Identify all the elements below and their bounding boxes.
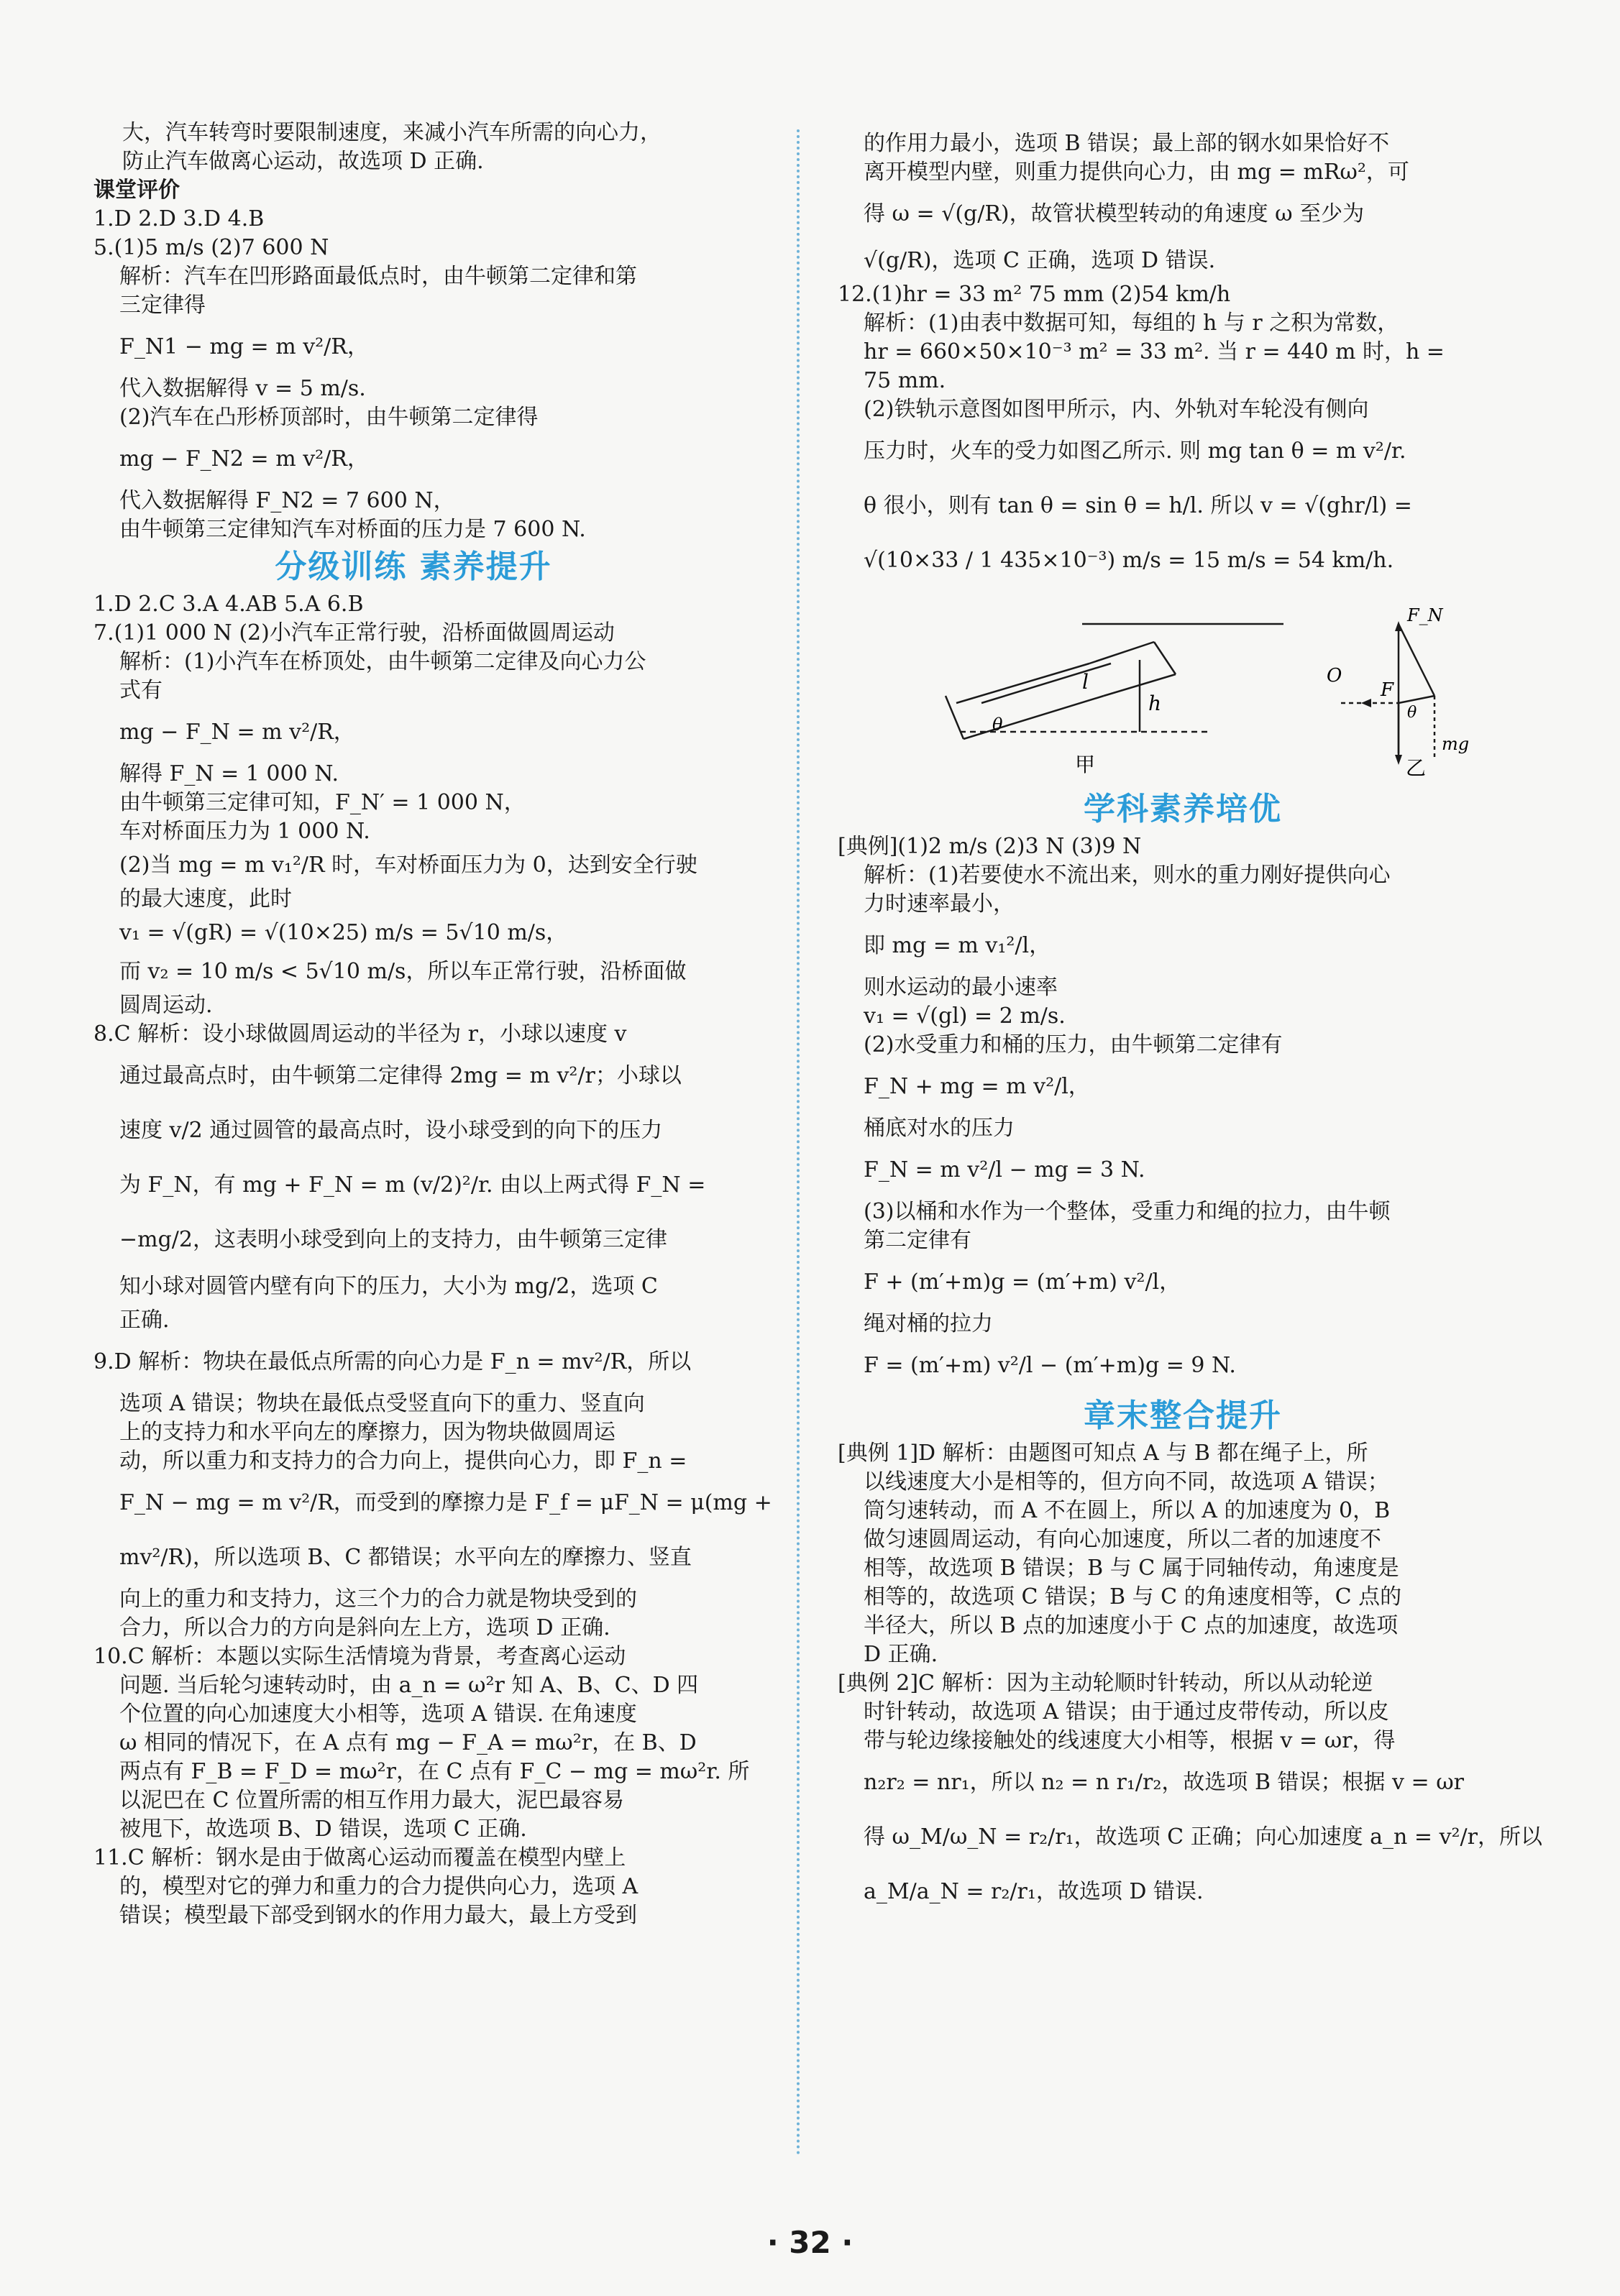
formula-line: θ 很小，则有 tan θ = sin θ = h/l. 所以 v = √(ghr/l) =: [864, 493, 1412, 518]
text-line: −mg/2，这表明小球受到向上的支持力，由牛顿第三定律: [119, 1227, 667, 1252]
text-line: 圆周运动.: [119, 993, 213, 1018]
text-line: 解析：汽车在凹形路面最低点时，由牛顿第二定律和第: [119, 264, 637, 289]
text-line: 解析：(1)若要使水不流出来，则水的重力刚好提供向心: [864, 863, 1391, 888]
text-line: 75 mm.: [864, 368, 946, 393]
formula-line: √(10×33 / 1 435×10⁻³) m/s = 15 m/s = 54 km/h.: [864, 548, 1394, 573]
text-line: 桶底对水的压力: [864, 1116, 1015, 1141]
formula-line: F_N + mg = m v²/l，: [864, 1074, 1090, 1099]
subsection-heading: 课堂评价: [93, 178, 180, 203]
section-title: 分级训练 素养提升: [275, 548, 552, 585]
formula-line: v₁ = √(gR) = √(10×25) m/s = 5√10 m/s，: [119, 920, 568, 945]
text-line: 的作用力最小，选项 B 错误；最上部的钢水如果恰好不: [864, 131, 1390, 156]
text-line: F_N − mg = m v²/R，而受到的摩擦力是 F_f = μF_N = μ(mg +: [119, 1490, 772, 1515]
text-line: 而 v₂ = 10 m/s < 5√10 m/s，所以车正常行驶，沿桥面做: [119, 959, 687, 984]
text-line: 向上的重力和支持力，这三个力的合力就是物块受到的: [119, 1586, 637, 1612]
text-line: 相等的，故选项 C 错误；B 与 C 的角速度相等，C 点的: [864, 1584, 1402, 1610]
answer-line: 5.(1)5 m/s (2)7 600 N: [93, 235, 329, 260]
label-h: h: [1148, 692, 1162, 715]
text-line: 解析：(1)小汽车在桥顶处，由牛顿第二定律及向心力公: [119, 649, 646, 674]
formula-line: mg − F_N = m v²/R，: [119, 720, 355, 745]
answer-line: 10.C 解析：本题以实际生活情境为背景，考查离心运动: [93, 1644, 626, 1669]
answer-line: [典例 2]C 解析：因为主动轮顺时针转动，所以从动轮逆: [838, 1671, 1373, 1696]
formula-line: 得 ω = √(g/R)，故管状模型转动的角速度 ω 至少为: [864, 201, 1365, 226]
answer-line: 9.D 解析：物块在最低点所需的向心力是 F_n = mv²/R，所以: [93, 1349, 692, 1374]
text-line: 正确.: [119, 1308, 170, 1333]
text-line: 的最大速度，此时: [119, 886, 292, 911]
formula-line: 即 mg = m v₁²/l，: [864, 933, 1051, 958]
text-line: D 正确.: [864, 1642, 938, 1667]
text-line: 式有: [119, 678, 163, 703]
label-mg: mg: [1442, 734, 1470, 754]
section-title: 学科素养培优: [1084, 791, 1282, 827]
answer-line: [典例 1]D 解析：由题图可知点 A 与 B 都在绳子上，所: [838, 1441, 1368, 1466]
column-divider: [797, 129, 800, 2157]
section-title: 章末整合提升: [1084, 1397, 1282, 1434]
text-line: 合力，所以合力的方向是斜向左上方，选项 D 正确.: [119, 1615, 610, 1640]
text-line: 动，所以重力和支持力的合力向上，提供向心力，即 F_n =: [119, 1448, 687, 1474]
text-line: (2)汽车在凸形桥顶部时，由牛顿第二定律得: [119, 405, 539, 430]
formula-line: mg − F_N2 = m v²/R，: [119, 446, 369, 472]
text-line: 两点有 F_B = F_D = mω²r，在 C 点有 F_C − mg = mω²r. 所: [119, 1759, 750, 1784]
answer-line: 8.C 解析：设小球做圆周运动的半径为 r，小球以速度 v: [93, 1021, 627, 1047]
text-line: 解得 F_N = 1 000 N.: [119, 761, 339, 786]
text-line: 车对桥面压力为 1 000 N.: [119, 819, 370, 844]
formula-line: a_M/a_N = r₂/r₁，故选项 D 错误.: [864, 1879, 1204, 1904]
text-line: 速度 v/2 通过圆管的最高点时，设小球受到的向下的压力: [119, 1118, 663, 1143]
label-jia: 甲: [1075, 753, 1096, 776]
formula-line: (2)当 mg = m v₁²/R 时，车对桥面压力为 0，达到安全行驶: [119, 853, 697, 878]
text-line: hr = 660×50×10⁻³ m² = 33 m². 当 r = 440 m 时，h =: [864, 339, 1445, 364]
formula-line: n₂r₂ = nr₁，所以 n₂ = n r₁/r₂，故选项 B 错误；根据 v = ωr: [864, 1770, 1465, 1795]
answer-line: 1.D 2.C 3.A 4.AB 5.A 6.B: [93, 592, 364, 617]
text-line: 知小球对圆管内壁有向下的压力，大小为 mg/2，选项 C: [119, 1274, 658, 1299]
formula-line: v₁ = √(gl) = 2 m/s.: [864, 1004, 1066, 1029]
text-line: mv²/R)，所以选项 B、C 都错误；水平向左的摩擦力、竖直: [119, 1545, 692, 1570]
label-theta: θ: [992, 715, 1003, 735]
text-line: 通过最高点时，由牛顿第二定律得 2mg = m v²/r；小球以: [119, 1063, 682, 1088]
text-line: 做匀速圆周运动，有向心加速度，所以二者的加速度不: [864, 1527, 1381, 1552]
text-line: (2)铁轨示意图如图甲所示，内、外轨对车轮没有侧向: [864, 397, 1369, 422]
formula-line: 压力时，火车的受力如图乙所示. 则 mg tan θ = m v²/r.: [864, 438, 1406, 464]
text-line: 以泥巴在 C 位置所需的相互作用力最大，泥巴最容易: [119, 1788, 625, 1813]
text-line: 则水运动的最小速率: [864, 975, 1058, 1000]
text-line: 绳对桶的拉力: [864, 1311, 993, 1336]
text-line: 由牛顿第三定律可知，F_N′ = 1 000 N，: [119, 790, 526, 815]
text-line: 力时速率最小，: [864, 891, 1015, 917]
text-line: ω 相同的情况下，在 A 点有 mg − F_A = mω²r，在 B、D: [119, 1730, 697, 1755]
answer-line: 12.(1)hr = 33 m² 75 mm (2)54 km/h: [838, 282, 1231, 307]
label-f: F: [1381, 679, 1394, 701]
text-line: (2)水受重力和桶的压力，由牛顿第二定律有: [864, 1032, 1283, 1057]
text-line: 为 F_N，有 mg + F_N = m (v/2)²/r. 由以上两式得 F_N =: [119, 1172, 706, 1198]
text-line: 第二定律有: [864, 1228, 971, 1253]
label-theta-2: θ: [1407, 704, 1417, 722]
text-line: 代入数据解得 v = 5 m/s.: [119, 376, 366, 401]
text-line: 代入数据解得 F_N2 = 7 600 N，: [119, 488, 455, 513]
label-l: l: [1082, 670, 1089, 694]
text-line: 以线速度大小是相等的，但方向不同，故选项 A 错误；: [864, 1469, 1389, 1494]
text-line: 防止汽车做离心运动，故选项 D 正确.: [122, 149, 484, 174]
text-line: 筒匀速转动，而 A 不在圆上，所以 A 的加速度为 0，B: [864, 1498, 1391, 1523]
text-line: 个位置的向心加速度大小相等，选项 A 错误. 在角速度: [119, 1702, 637, 1727]
label-fn: F_N: [1407, 605, 1443, 625]
text-line: 被甩下，故选项 B、D 错误，选项 C 正确.: [119, 1817, 527, 1842]
label-o: O: [1327, 665, 1342, 686]
text-line: (3)以桶和水作为一个整体，受重力和绳的拉力，由牛顿: [864, 1199, 1391, 1224]
text-line: 时针转动，故选项 A 错误；由于通过皮带传动，所以皮: [864, 1699, 1389, 1725]
right-column: [838, 129, 1542, 1919]
formula-line: √(g/R)，选项 C 正确，选项 D 错误.: [864, 248, 1216, 273]
text-line: 问题. 当后轮匀速转动时，由 a_n = ω²r 知 A、B、C、D 四: [119, 1673, 699, 1698]
text-line: 选项 A 错误；物块在最低点受竖直向下的重力、竖直向: [119, 1391, 645, 1416]
answer-line: 1.D 2.D 3.D 4.B: [93, 206, 265, 231]
formula-line: F_N = m v²/l − mg = 3 N.: [864, 1157, 1145, 1183]
text-line: 上的支持力和水平向左的摩擦力，因为物块做圆周运: [119, 1420, 615, 1445]
text-line: 三定律得: [119, 293, 206, 318]
formula-line: 得 ω_M/ω_N = r₂/r₁，故选项 C 正确；向心加速度 a_n = v²/r，所以: [864, 1824, 1542, 1850]
text-line: 离开模型内壁，则重力提供向心力，由 mg = mRω²，可: [864, 160, 1409, 185]
rail-diagram: [838, 595, 1528, 782]
text-line: 半径大，所以 B 点的加速度小于 C 点的加速度，故选项: [864, 1613, 1399, 1638]
text-line: 由牛顿第三定律知汽车对桥面的压力是 7 600 N.: [119, 517, 586, 542]
text-line: 大，汽车转弯时要限制速度，来减小汽车所需的向心力，: [122, 120, 662, 145]
rail-figure: [838, 595, 1528, 782]
text-line: 错误；模型最下部受到钢水的作用力最大，最上方受到: [119, 1903, 637, 1928]
formula-line: F = (m′+m) v²/l − (m′+m)g = 9 N.: [864, 1353, 1236, 1378]
text-line: 带与轮边缘接触处的线速度大小相等，根据 v = ωr，得: [864, 1728, 1396, 1753]
answer-line: [典例](1)2 m/s (2)3 N (3)9 N: [838, 834, 1142, 859]
text-line: 相等，故选项 B 错误；B 与 C 属于同轴传动，角速度是: [864, 1556, 1399, 1581]
answer-line: 7.(1)1 000 N (2)小汽车正常行驶，沿桥面做圆周运动: [93, 620, 615, 646]
answer-line: 11.C 解析：钢水是由于做离心运动而覆盖在模型内壁上: [93, 1845, 626, 1870]
text-line: 的，模型对它的弹力和重力的合力提供向心力，选项 A: [119, 1874, 639, 1899]
left-column: [93, 119, 777, 1930]
label-yi: 乙: [1406, 756, 1427, 780]
text-line: 解析：(1)由表中数据可知，每组的 h 与 r 之积为常数，: [864, 311, 1399, 336]
formula-line: F + (m′+m)g = (m′+m) v²/l，: [864, 1269, 1181, 1295]
formula-line: F_N1 − mg = m v²/R，: [119, 334, 369, 359]
page-number: · 32 ·: [766, 2225, 854, 2260]
